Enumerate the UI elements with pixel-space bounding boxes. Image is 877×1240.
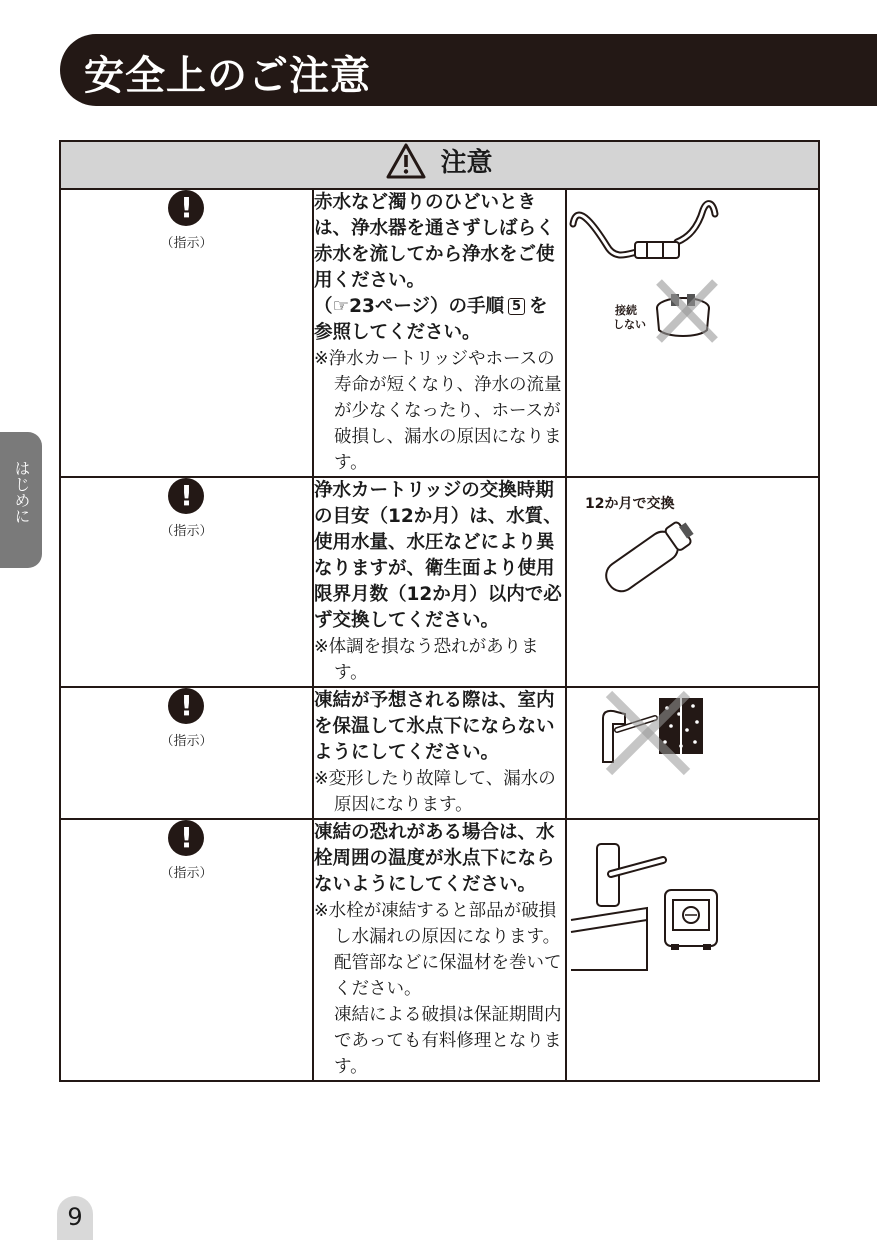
instruction-mark: [160, 190, 212, 251]
exclamation-icon: !: [168, 820, 204, 856]
title-bar: [60, 34, 877, 106]
side-tab-label: はじめに: [12, 460, 31, 524]
caution-row: [60, 687, 819, 819]
page-title: 安全上のご注意: [84, 53, 371, 99]
warning-triangle-icon: [386, 143, 426, 179]
caution-row: [60, 819, 819, 1081]
step-number-badge: 5: [508, 298, 525, 315]
caution-row: [60, 189, 819, 477]
page-number: 9: [57, 1196, 93, 1240]
svg-text:しない: しない: [613, 318, 646, 331]
exclamation-icon: !: [168, 478, 204, 514]
do-not-connect-label: 接続: [615, 304, 637, 317]
side-tab: [0, 432, 42, 568]
instruction-mark: [160, 688, 212, 749]
caution-table: [59, 140, 820, 1082]
instruction-mark: [160, 478, 212, 539]
caution-row: [60, 477, 819, 687]
mark-label: （指示）: [160, 236, 213, 251]
instruction-reference: （☞23ページ）の手順 5 を参照してください。: [314, 296, 548, 343]
instruction-note: ※変形したり故障して、漏水の原因になります。: [314, 769, 556, 815]
instruction-text: 赤水など濁りのひどいときは、浄水器を通さずしばらく赤水を流してから浄水をご使用ください。: [314, 192, 555, 291]
instruction-mark: [160, 820, 212, 881]
mark-label: （指示）: [160, 734, 213, 749]
exclamation-icon: !: [168, 688, 204, 724]
hose-connector-illustration: [567, 190, 723, 348]
cartridge-illustration: [567, 478, 723, 608]
caution-header: [60, 141, 819, 189]
mark-label: （指示）: [160, 524, 213, 539]
caution-heading: 注意: [440, 148, 493, 178]
instruction-text: 浄水カートリッジの交換時期の目安（12か月）は、水質、使用水量、水圧などにより異なりますが、衛生面より使用限界月数（12か月）以内で必ず交換してください。: [314, 480, 562, 631]
replace-12-months-label: 12か月で交換: [585, 496, 675, 512]
instruction-note-continued: 凍結による破損は保証期間内であっても有料修理となります。: [334, 1005, 562, 1077]
instruction-note: ※水栓が凍結すると部品が破損し水漏れの原因になります。配管部などに保温材を巻いてください。: [314, 901, 562, 999]
instruction-note: ※体調を損なう恐れがあります。: [314, 637, 539, 683]
exclamation-icon: !: [168, 190, 204, 226]
freezing-window-illustration: [567, 688, 723, 778]
instruction-note: ※浄水カートリッジやホースの寿命が短くなり、浄水の流量が少なくなったり、ホースが破損し、漏水の原因になります。: [314, 349, 562, 473]
instruction-text: 凍結の恐れがある場合は、水栓周囲の温度が氷点下にならないようにしてください。: [314, 822, 555, 895]
instruction-text: 凍結が予想される際は、室内を保温して氷点下にならないようにしてください。: [314, 690, 555, 763]
mark-label: （指示）: [160, 866, 213, 881]
faucet-heater-illustration: [567, 820, 723, 976]
